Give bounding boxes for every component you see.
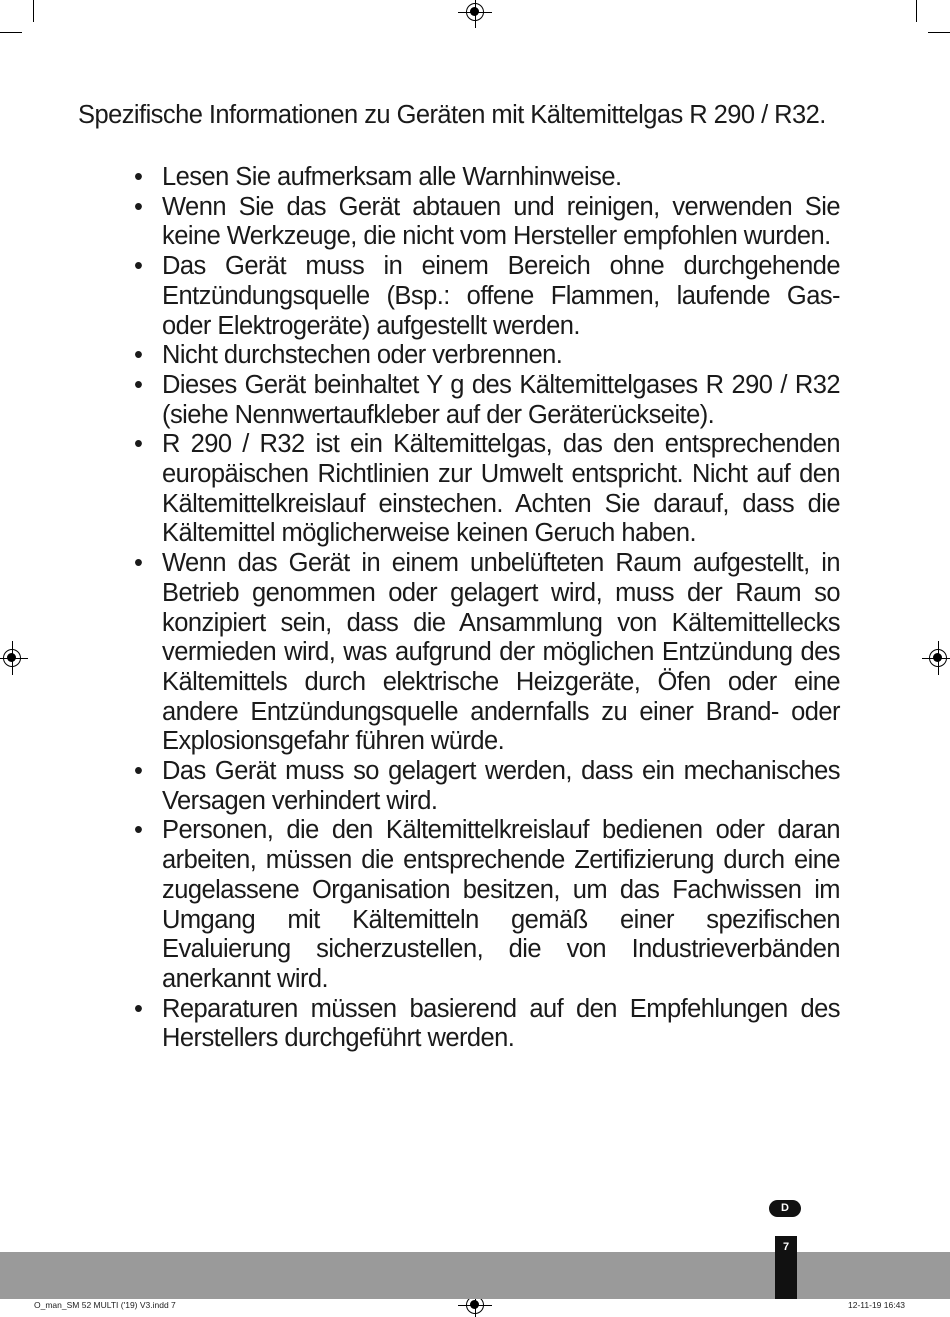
language-badge: D	[769, 1200, 801, 1217]
list-item-text: Nicht durchstechen oder verbrennen.	[162, 341, 563, 370]
list-item-text: Reparaturen müssen basierend auf den Empfehlungen des Herstellers durchgeführt werden.	[162, 994, 840, 1053]
list-item-text: Wenn Sie das Gerät abtauen und reinigen, verwenden Sie keine Werkzeuge, die nicht vom Hersteller empfohlen wurden.	[162, 192, 840, 251]
bullet-icon: •	[134, 252, 143, 281]
registration-line	[922, 658, 950, 659]
document-body	[78, 100, 840, 1054]
list-item	[134, 816, 840, 994]
list-item	[134, 163, 840, 193]
list-item-text: Das Gerät muss in einem Bereich ohne durchgehende Entzündungsquelle (Bsp.: offene Flammen, laufende Gas- oder Elektrogeräte) aufgestellt werden.	[162, 252, 840, 340]
bullet-icon: •	[134, 994, 143, 1023]
bullet-icon: •	[134, 341, 143, 370]
list-item	[134, 757, 840, 816]
slug-filename: O_man_SM 52 MULTI ('19) V3.indd 7	[34, 1300, 176, 1310]
list-item	[134, 371, 840, 430]
list-item	[134, 341, 840, 371]
bullet-icon: •	[134, 549, 143, 578]
registration-line	[458, 12, 492, 13]
registration-line	[458, 1305, 492, 1306]
list-item	[134, 995, 840, 1054]
bullet-icon: •	[134, 430, 143, 459]
crop-mark-top-left	[33, 0, 34, 22]
page-number: 7	[782, 1241, 790, 1253]
registration-line	[475, 0, 476, 28]
list-item-text: Wenn das Gerät in einem unbelüfteten Raum aufgestellt, in Betrieb genommen oder gelagert wird, muss der Raum so konzipiert sein, dass die Ansammlung von Kältemittellecks vermieden wird, was aufgrund der möglichen Entzündung des Kältemittels durch elektrische Heizgeräte, Öfen oder eine andere Entzündungsquelle andernfalls zu einer Brand- oder Explosionsgefahr führen würde.	[162, 549, 840, 756]
list-item	[134, 430, 840, 549]
list-item	[134, 193, 840, 252]
list-item	[134, 549, 840, 757]
page-number-tab	[775, 1236, 797, 1299]
footer-bar	[0, 1252, 950, 1299]
bullet-icon: •	[134, 163, 143, 191]
list-item	[134, 252, 840, 341]
list-item-text: Personen, die den Kältemittelkreislauf bedienen oder daran arbeiten, müssen die entsprechende Zertifizierung durch eine zugelassene Organisation besitzen, um das Fachwissen im Umgang mit Kältemitteln gemäß einer spezifischen Evaluierung sicherzustellen, die von Industrieverbänden anerkannt wird.	[162, 816, 840, 993]
bullet-icon: •	[134, 370, 143, 399]
registration-line	[0, 658, 28, 659]
registration-line	[938, 641, 939, 675]
bullet-icon: •	[134, 192, 143, 221]
registration-line	[12, 641, 13, 675]
crop-mark-top-left	[0, 32, 22, 33]
intro-paragraph: Spezifische Informationen zu Geräten mit Kältemittelgas R 290 / R32.	[78, 101, 826, 129]
list-item-text: Dieses Gerät beinhaltet Y g des Kältemittelgases R 290 / R32 (siehe Nennwertaufkleber auf der Geräterückseite).	[162, 370, 840, 429]
bullet-icon: •	[134, 816, 143, 845]
warning-list	[134, 163, 840, 1054]
crop-mark-top-right	[928, 32, 950, 33]
list-item-text: Das Gerät muss so gelagert werden, dass ein mechanisches Versagen verhindert wird.	[162, 757, 840, 815]
crop-mark-top-right	[916, 0, 917, 22]
list-item-text: Lesen Sie aufmerksam alle Warnhinweise.	[162, 163, 622, 191]
slug-timestamp: 12-11-19 16:43	[848, 1300, 906, 1310]
bullet-icon: •	[134, 757, 143, 786]
list-item-text: R 290 / R32 ist ein Kältemittelgas, das den entsprechenden europäischen Richtlinien zur Umwelt entspricht. Nicht auf den Kältemittelkreislauf einstechen. Achten Sie darauf, dass die Kältemittel möglicherweise keinen Geruch haben.	[162, 430, 840, 548]
